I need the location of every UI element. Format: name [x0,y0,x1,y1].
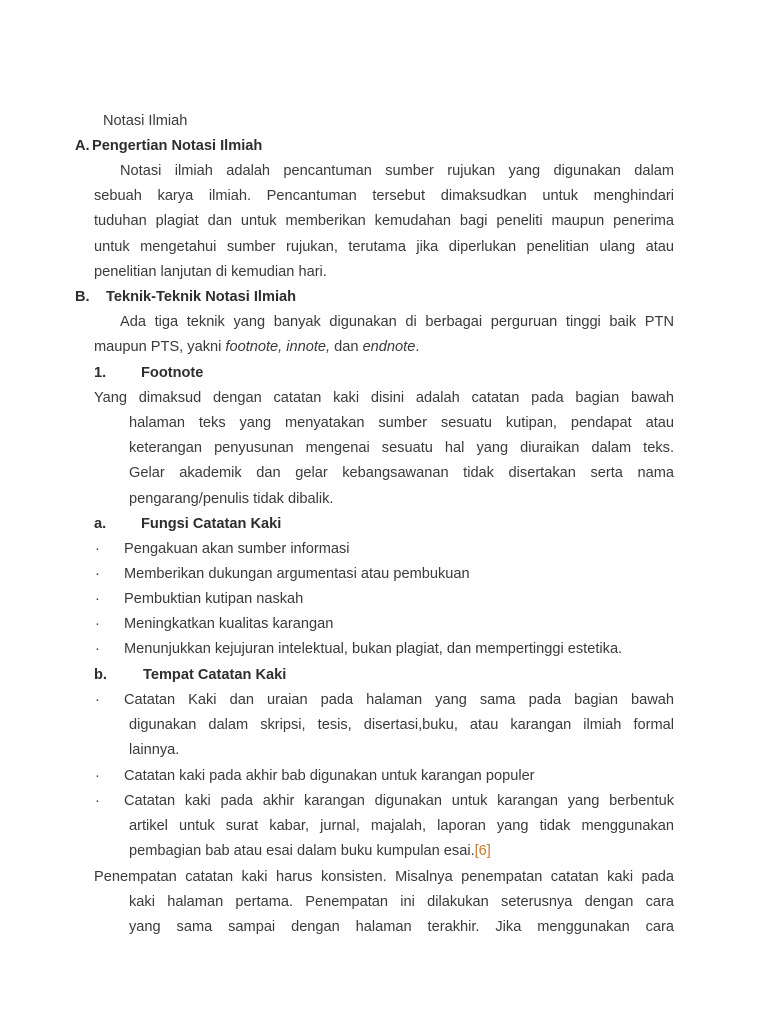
item-1-line: halaman teks yang menyatakan sumber sesuatu kutipan, pendapat atau [129,415,674,431]
list-item-cont: artikel untuk surat kabar, jurnal, majalah, laporan yang tidak menggunakan [129,818,674,834]
list-item: Pengakuan akan sumber informasi [124,541,350,557]
list-item: Pembuktian kutipan naskah [124,591,304,607]
list-item-cont: lainnya. [129,742,180,758]
bullet-symbol: · [95,541,100,557]
list-item: Meningkatkan kualitas karangan [124,616,334,632]
section-b-marker: B. [75,289,90,305]
intro-text: dan [330,339,363,355]
section-a-heading: Pengertian Notasi Ilmiah [92,138,263,154]
closing-line: kaki halaman pertama. Penempatan ini dilakukan seterusnya dengan cara [129,894,674,910]
bullet-symbol: · [95,692,100,708]
item-1-heading: Footnote [141,365,204,381]
section-a-line: Notasi ilmiah adalah pencantuman sumber rujukan yang digunakan dalam [120,163,674,179]
intro-emphasis: endnote [362,339,416,355]
section-a-marker: A. [75,138,90,154]
closing-line: yang sama sampai dengan halaman terakhir. Jika menggunakan cara [129,919,674,935]
item-1-line: Gelar akademik dan gelar kebangsawanan tidak disertakan serta nama [129,465,674,481]
sub-a-heading: Fungsi Catatan Kaki [141,516,282,532]
section-a-line: tuduhan plagiat dan untuk memberikan kemudahan bagi peneliti maupun penerima [94,213,674,229]
item-1-line: Yang dimaksud dengan catatan kaki disini adalah catatan pada bagian bawah [94,390,674,406]
list-item: Catatan Kaki dan uraian pada halaman yang sama pada bagian bawah [124,692,674,708]
section-a-line: penelitian lanjutan di kemudian hari. [94,264,327,280]
item-1-line: pengarang/penulis tidak dibalik. [129,491,334,507]
sub-b-marker: b. [94,667,107,683]
list-item: Catatan kaki pada akhir karangan digunakan untuk karangan yang berbentuk [124,793,674,809]
list-item-text: pembagian bab atau esai dalam buku kumpulan esai. [129,843,475,859]
item-1-line: keterangan penyusunan mengenai sesuatu hal yang diuraikan dalam teks. [129,440,674,456]
section-a-line: sebuah karya ilmiah. Pencantuman tersebut dimaksudkan untuk menghindari [94,188,674,204]
list-item-cont [129,842,491,860]
bullet-symbol: · [95,793,100,809]
bullet-symbol: · [95,616,100,632]
bullet-symbol: · [95,566,100,582]
section-b-intro: Ada tiga teknik yang banyak digunakan di berbagai perguruan tinggi baik PTN [120,314,674,330]
list-item: Memberikan dukungan argumentasi atau pembukuan [124,566,470,582]
intro-text: . [415,339,420,355]
sub-b-heading: Tempat Catatan Kaki [143,667,287,683]
intro-text: maupun PTS, yakni [94,339,226,355]
section-b-intro-2 [94,338,419,356]
bullet-symbol: · [95,768,100,784]
list-item-cont: digunakan dalam skripsi, tesis, disertasi,buku, atau karangan ilmiah formal [129,717,674,733]
section-b-heading: Teknik-Teknik Notasi Ilmiah [106,289,297,305]
list-item: Menunjukkan kejujuran intelektual, bukan plagiat, dan mempertinggi estetika. [124,641,623,657]
list-item: Catatan kaki pada akhir bab digunakan untuk karangan populer [124,768,535,784]
item-1-marker: 1. [94,365,107,381]
bullet-symbol: · [95,641,100,657]
doc-title: Notasi Ilmiah [103,113,188,129]
bullet-symbol: · [95,591,100,607]
intro-emphasis: footnote, innote, [225,339,331,355]
reference-link[interactable]: [6] [474,843,491,859]
sub-a-marker: a. [94,516,107,532]
section-a-line: untuk mengetahui sumber rujukan, terutama jika diperlukan penelitian ulang atau [94,239,674,255]
closing-line: Penempatan catatan kaki harus konsisten. Misalnya penempatan catatan kaki pada [94,869,674,885]
